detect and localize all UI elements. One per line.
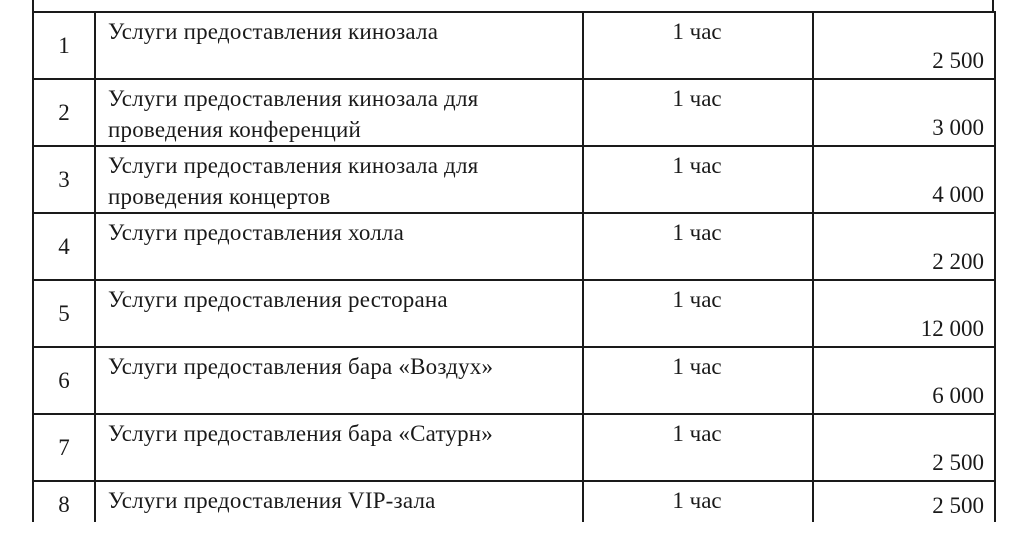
- service-name-line: Услуги предоставления VIP-зала: [108, 488, 436, 513]
- service-name: [95, 213, 583, 280]
- table-row: [33, 79, 995, 146]
- service-price: 12 000: [813, 280, 995, 347]
- row-number: 3: [33, 146, 95, 213]
- unit-of-measure: 1 час: [583, 414, 813, 481]
- service-name-line: Услуги предоставления ресторана: [108, 287, 448, 312]
- unit-of-measure: 1 час: [583, 213, 813, 280]
- service-name: [95, 280, 583, 347]
- table-row: [33, 146, 995, 213]
- service-price: 2 500: [813, 12, 995, 79]
- table-row: [33, 12, 995, 79]
- service-name-line: Услуги предоставления кинозала для: [108, 153, 479, 178]
- unit-of-measure: 1 час: [583, 347, 813, 414]
- service-name: [95, 347, 583, 414]
- table-row: [33, 481, 995, 522]
- service-name-line: Услуги предоставления холла: [108, 220, 405, 245]
- service-price: 2 500: [813, 481, 995, 522]
- service-name: [95, 481, 583, 522]
- service-price: 3 000: [813, 79, 995, 146]
- unit-of-measure: 1 час: [583, 79, 813, 146]
- unit-of-measure: 1 час: [583, 481, 813, 522]
- service-name: [95, 146, 583, 213]
- unit-of-measure: 1 час: [583, 280, 813, 347]
- table-row: [33, 213, 995, 280]
- row-number: 6: [33, 347, 95, 414]
- service-name: [95, 12, 583, 79]
- service-name-line: Услуги предоставления бара «Сатурн»: [108, 421, 494, 446]
- service-name: [95, 79, 583, 146]
- service-name-line: Услуги предоставления кинозала: [108, 19, 439, 44]
- service-name-line: проведения конференций: [108, 117, 362, 142]
- service-price: 2 500: [813, 414, 995, 481]
- row-number: 4: [33, 213, 95, 280]
- row-number: 5: [33, 280, 95, 347]
- unit-of-measure: 1 час: [583, 12, 813, 79]
- service-name-line: Услуги предоставления бара «Воздух»: [108, 354, 494, 379]
- unit-of-measure: 1 час: [583, 146, 813, 213]
- services-price-table: [32, 11, 996, 522]
- row-number: 1: [33, 12, 95, 79]
- table-row: [33, 414, 995, 481]
- service-name: [95, 414, 583, 481]
- service-name-line: Услуги предоставления кинозала для: [108, 86, 479, 111]
- row-number: 7: [33, 414, 95, 481]
- service-price: 2 200: [813, 213, 995, 280]
- row-number: 8: [33, 481, 95, 522]
- service-price: 6 000: [813, 347, 995, 414]
- row-number: 2: [33, 79, 95, 146]
- service-name-line: проведения концертов: [108, 184, 331, 209]
- table-row: [33, 280, 995, 347]
- service-price: 4 000: [813, 146, 995, 213]
- table-row: [33, 347, 995, 414]
